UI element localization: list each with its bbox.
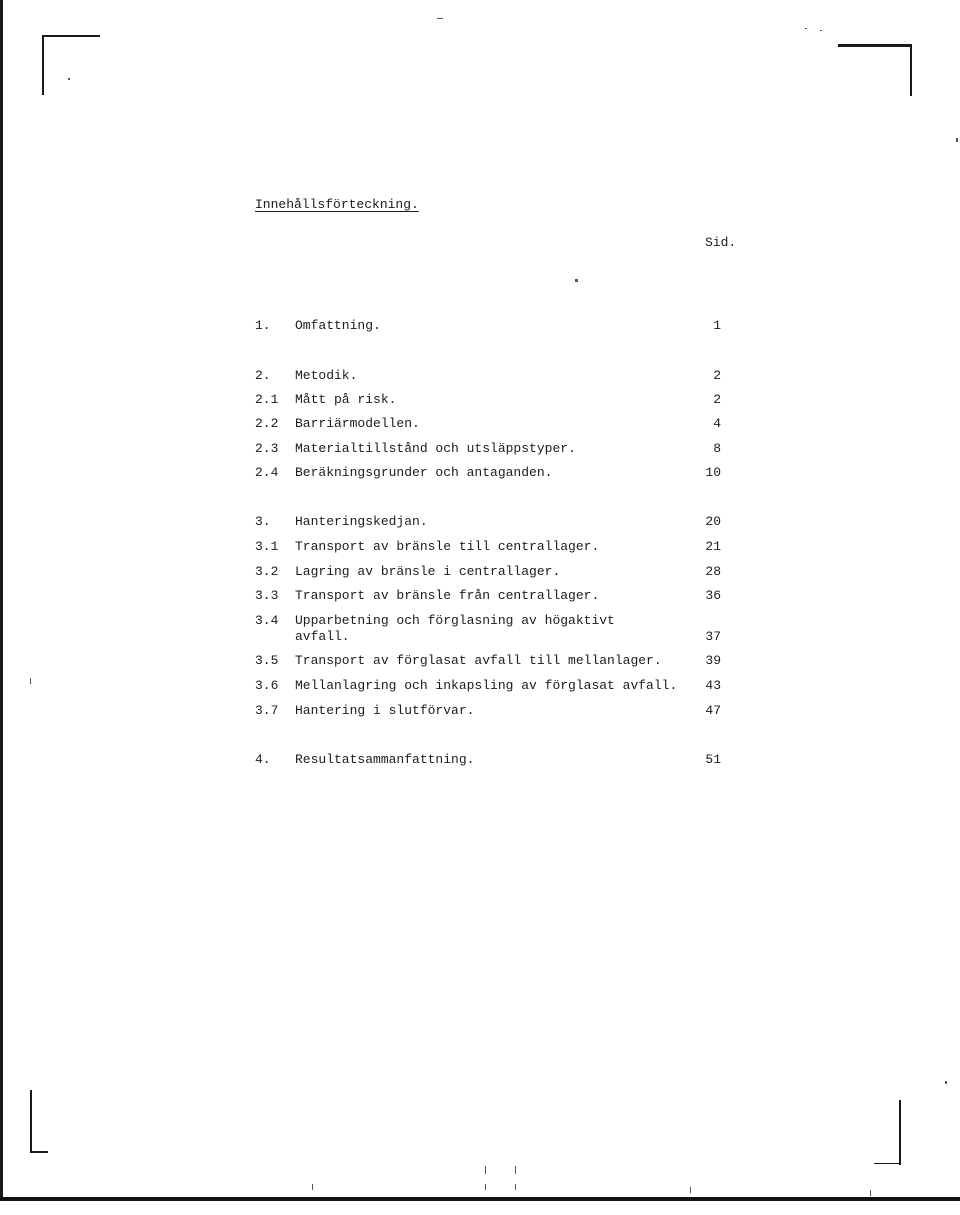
corner-mark-top-right-horizontal xyxy=(838,44,912,47)
page-column-label: Sid. xyxy=(705,235,737,250)
toc-entry-title: Omfattning. xyxy=(295,318,381,333)
toc-entry-page: 37 xyxy=(705,629,721,644)
toc-entry-page: 8 xyxy=(713,441,721,456)
toc-entry-title: Lagring av bränsle i centrallager. xyxy=(295,564,561,579)
scan-speck xyxy=(485,1184,486,1190)
toc-entry-page: 10 xyxy=(705,465,721,480)
corner-mark-top-left-vertical xyxy=(42,35,44,95)
toc-entry-number: 3.4 xyxy=(255,613,279,628)
toc-entry xyxy=(255,441,721,457)
toc-entry xyxy=(255,539,721,555)
left-edge-line xyxy=(0,0,3,1200)
toc-entry xyxy=(255,752,721,768)
toc-entry-page: 20 xyxy=(705,514,721,529)
scan-speck xyxy=(945,1081,947,1084)
toc-entry-number: 2.2 xyxy=(255,416,279,431)
toc-entry-number: 1. xyxy=(255,318,271,333)
scan-speck xyxy=(68,78,70,80)
corner-mark-bottom-left-horizontal xyxy=(30,1151,48,1153)
toc-entry-title: Metodik. xyxy=(295,368,358,383)
toc-entry xyxy=(255,564,721,580)
toc-entry xyxy=(255,613,721,645)
bottom-edge-line xyxy=(0,1197,960,1201)
toc-entry-page: 2 xyxy=(713,392,721,407)
toc-entry-title: Transport av bränsle till centrallager. xyxy=(295,539,600,554)
toc-entry-title: Hantering i slutförvar. xyxy=(295,703,475,718)
scan-speck xyxy=(515,1184,516,1190)
corner-mark-bottom-left-vertical xyxy=(30,1090,32,1152)
toc-entry-page: 47 xyxy=(705,703,721,718)
toc-entry-number: 2. xyxy=(255,368,271,383)
scan-speck xyxy=(820,30,822,31)
toc-entry-page: 28 xyxy=(705,564,721,579)
toc-entry xyxy=(255,416,721,432)
scan-speck xyxy=(30,678,31,684)
toc-entry-page: 51 xyxy=(705,752,721,767)
toc-entry-title: Upparbetning och förglasning av högaktivt xyxy=(295,613,615,628)
toc-entry-title: Barriärmodellen. xyxy=(295,416,420,431)
toc-entry-title: Beräkningsgrunder och antaganden. xyxy=(295,465,553,480)
toc-entry xyxy=(255,703,721,719)
toc-entry xyxy=(255,392,721,408)
toc-entry-page: 4 xyxy=(713,416,721,431)
toc-entry-number: 3.2 xyxy=(255,564,279,579)
toc-entry xyxy=(255,465,721,481)
corner-mark-top-right-vertical xyxy=(910,44,912,96)
toc-entry-number: 4. xyxy=(255,752,271,767)
corner-mark-bottom-right-horizontal xyxy=(874,1163,900,1164)
scan-speck xyxy=(956,138,958,142)
scan-speck xyxy=(485,1166,486,1174)
toc-entry-number: 3. xyxy=(255,514,271,529)
scan-speck xyxy=(312,1184,313,1190)
toc-entry-page: 2 xyxy=(713,368,721,383)
scan-speck xyxy=(805,28,807,29)
toc-entry-title: Mått på risk. xyxy=(295,392,397,407)
toc-entry-title: Transport av bränsle från centrallager. xyxy=(295,588,600,603)
toc-entry-page: 39 xyxy=(705,653,721,668)
scan-speck xyxy=(870,1190,871,1196)
toc-entry-number: 3.7 xyxy=(255,703,279,718)
toc-entry-number: 3.1 xyxy=(255,539,279,554)
corner-mark-bottom-right-vertical xyxy=(899,1100,901,1165)
scan-speck xyxy=(515,1166,516,1174)
toc-entry-page: 21 xyxy=(705,539,721,554)
toc-entry-title: Resultatsammanfattning. xyxy=(295,752,475,767)
toc-entry-title: Mellanlagring och inkapsling av förglasat avfall. xyxy=(295,678,678,693)
toc-entry-number: 2.4 xyxy=(255,465,279,480)
toc-entry xyxy=(255,678,721,694)
toc-entry-page: 1 xyxy=(713,318,721,333)
corner-mark-top-left-horizontal xyxy=(42,35,100,37)
toc-entry-title: Materialtillstånd och utsläppstyper. xyxy=(295,441,576,456)
table-of-contents xyxy=(255,0,737,800)
toc-entry-title: Hanteringskedjan. xyxy=(295,514,428,529)
toc-heading: Innehållsförteckning. xyxy=(255,197,419,212)
toc-entry xyxy=(255,588,721,604)
toc-entry-number: 2.1 xyxy=(255,392,279,407)
toc-entry xyxy=(255,368,721,384)
toc-entry-number: 3.6 xyxy=(255,678,279,693)
toc-entry-title: Transport av förglasat avfall till mellanlager. xyxy=(295,653,662,668)
toc-entry-number: 2.3 xyxy=(255,441,279,456)
toc-entry xyxy=(255,514,721,530)
scan-speck xyxy=(690,1187,691,1193)
toc-entry xyxy=(255,653,721,669)
toc-entry-number: 3.5 xyxy=(255,653,279,668)
toc-entry-title-continuation: avfall. xyxy=(295,629,350,644)
toc-entry-page: 36 xyxy=(705,588,721,603)
toc-entry-page: 43 xyxy=(705,678,721,693)
toc-entry-number: 3.3 xyxy=(255,588,279,603)
toc-entry xyxy=(255,318,721,334)
